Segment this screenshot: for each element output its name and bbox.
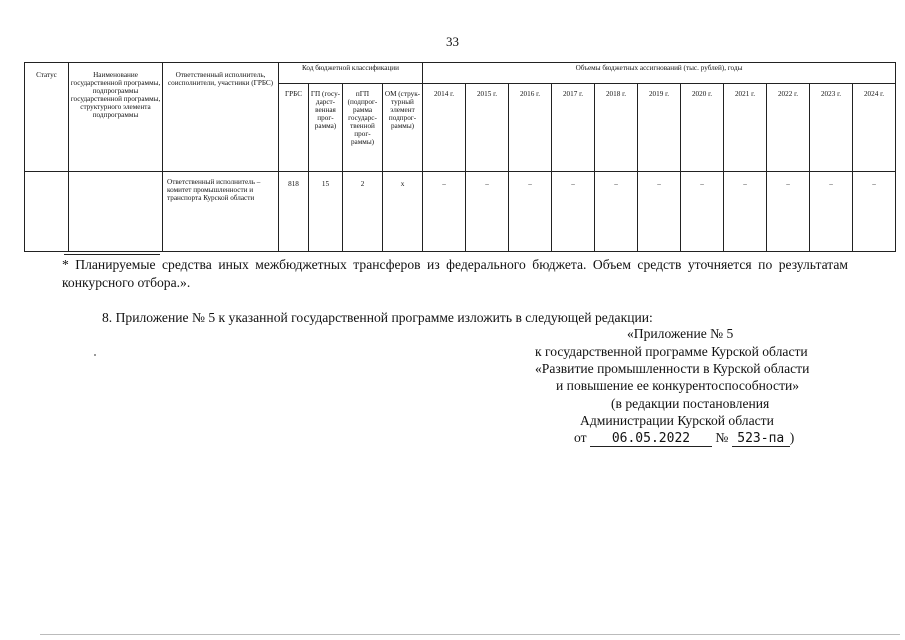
annex-program-name-2: и повышение ее конкурентоспособности» xyxy=(556,378,800,393)
header-status: Статус xyxy=(25,63,69,172)
number-label: № xyxy=(715,430,729,445)
header-grbs: ГРБС xyxy=(279,84,309,172)
cell-value: – xyxy=(509,172,552,252)
cell-gp: 15 xyxy=(309,172,343,252)
resolution-number: 523-па xyxy=(732,431,790,447)
footnote-separator xyxy=(64,254,160,255)
annex-administration: Администрации Курской области xyxy=(580,413,774,428)
cell-value: – xyxy=(810,172,853,252)
cell-value: – xyxy=(724,172,767,252)
cell-grbs: 818 xyxy=(279,172,309,252)
resolution-date-line xyxy=(574,430,794,447)
cell-value: – xyxy=(423,172,466,252)
cell-value: – xyxy=(595,172,638,252)
header-budget-code-group: Код бюджетной классификации xyxy=(279,63,423,84)
annex-edition-note: (в редакции постановления xyxy=(611,396,770,411)
cell-value: – xyxy=(552,172,595,252)
annex-program-ref: к государственной программе Курской области xyxy=(535,344,808,359)
page-number: 33 xyxy=(446,34,459,49)
scan-edge-line xyxy=(40,634,900,635)
header-year: 2014 г. xyxy=(423,84,466,172)
header-year: 2022 г. xyxy=(767,84,810,172)
cell-value: – xyxy=(681,172,724,252)
cell-executor: Ответственный исполнитель – комитет промышленности и транспорта Курской области xyxy=(163,172,279,252)
cell-status xyxy=(25,172,69,252)
header-om: ОМ (струк-турный элемент подпрог-раммы) xyxy=(383,84,423,172)
cell-program-name xyxy=(69,172,163,252)
paragraph-8: 8. Приложение № 5 к указанной государственной программе изложить в следующей редакции: xyxy=(102,310,653,325)
cell-pgp: 2 xyxy=(343,172,383,252)
header-year: 2024 г. xyxy=(853,84,896,172)
cell-value: – xyxy=(853,172,896,252)
cell-value: – xyxy=(466,172,509,252)
header-year: 2019 г. xyxy=(638,84,681,172)
cell-value: – xyxy=(638,172,681,252)
footnote-text: * Планируемые средства иных межбюджетных трансферов из федерального бюджета. Объем средств уточняется по результатам конкурсного отбора.». xyxy=(62,257,848,290)
annex-title: «Приложение № 5 xyxy=(627,326,734,341)
annex-program-name-1: «Развитие промышленности в Курской области xyxy=(535,361,810,376)
scan-speck xyxy=(94,354,96,356)
header-executor: Ответственный исполнитель, соисполнители, участники (ГРБС) xyxy=(163,63,279,172)
budget-table xyxy=(24,62,896,252)
header-pgp: пГП (подпрог-рамма государс-твенной прог-раммы) xyxy=(343,84,383,172)
header-year: 2015 г. xyxy=(466,84,509,172)
header-year: 2017 г. xyxy=(552,84,595,172)
header-year: 2020 г. xyxy=(681,84,724,172)
cell-value: – xyxy=(767,172,810,252)
resolution-date: 06.05.2022 xyxy=(590,431,712,447)
header-year: 2021 г. xyxy=(724,84,767,172)
table-row xyxy=(25,172,896,252)
header-gp: ГП (госу-дарст-венная прог-рамма) xyxy=(309,84,343,172)
closing-paren: ) xyxy=(789,430,795,445)
header-year: 2023 г. xyxy=(810,84,853,172)
header-budget-volumes-group: Объемы бюджетных ассигнований (тыс. рублей), годы xyxy=(423,63,896,84)
from-label: от xyxy=(574,430,587,445)
header-year: 2016 г. xyxy=(509,84,552,172)
cell-om: х xyxy=(383,172,423,252)
header-program-name: Наименование государственной программы, подпрограммы государственной программы, структурного элемента подпрограммы xyxy=(69,63,163,172)
header-year: 2018 г. xyxy=(595,84,638,172)
